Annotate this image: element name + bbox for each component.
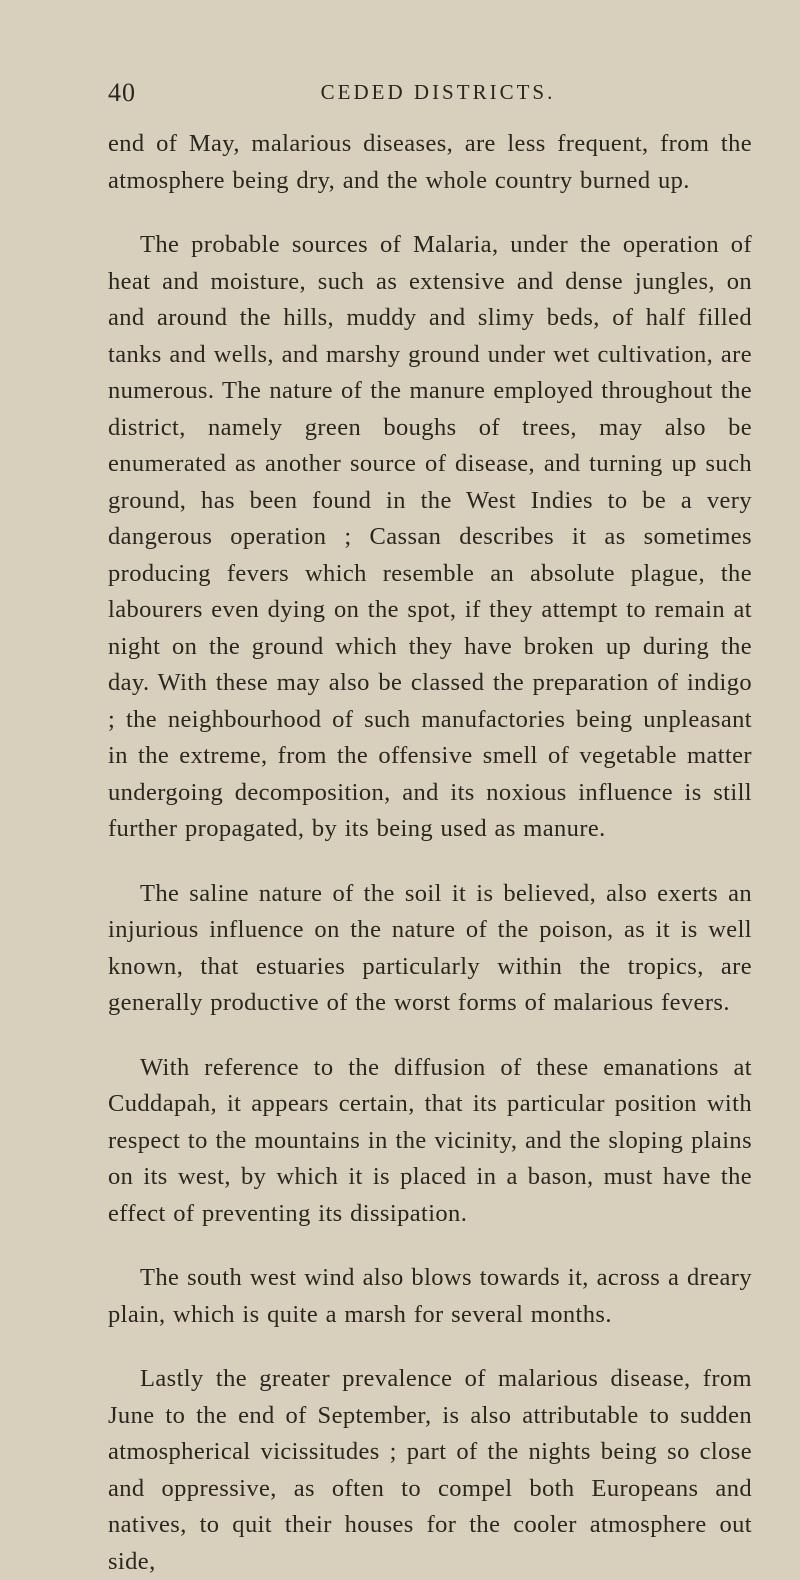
paragraph-south-west-wind: The south west wind also blows towards it, across a dreary plain, which is quite a marsh for several months. xyxy=(108,1264,752,1328)
paragraph-saline-soil: The saline nature of the soil it is believed, also exerts an injurious influence on the nature of the poison, as it is well known, that estuaries particularly within the tropics, are generally productive of the worst forms of malarious fevers. xyxy=(108,879,752,1016)
running-head xyxy=(108,78,752,108)
body-text xyxy=(108,126,752,1580)
paragraph-continuation: end of May, malarious diseases, are less frequent, from the atmosphere being dry, and the whole country burned up. xyxy=(108,130,752,194)
running-title: CEDED DISTRICTS. xyxy=(320,80,556,104)
paragraph-prevalence: Lastly the greater prevalence of malarious disease, from June to the end of September, is also attributable to sudden atmospherical vicissitudes ; part of the nights being so close and oppressive, as often to compel both Europeans and natives, to quit their houses for the cooler atmosphere out side, xyxy=(108,1365,752,1575)
paragraph-malaria-sources: The probable sources of Malaria, under the operation of heat and moisture, such as extensive and dense jungles, on and around the hills, muddy and slimy beds, of half filled tanks and wells, and marshy ground under wet cultivation, are numerous. The nature of the manure employed throughout the district, namely green boughs of trees, may also be enumerated as another source of disease, and turning up such ground, has been found in the West Indies to be a very dangerous operation ; Cassan describes it as sometimes producing fevers which resemble an absolute plague, the labourers even dying on the spot, if they attempt to remain at night on the ground which they have broken up during the day. With these may also be classed the preparation of indigo ; the neighbourhood of such manufactories being unpleasant in the extreme, from the offensive smell of vegetable matter undergoing decomposition, and its noxious influence is still further propagated, by its being used as manure. xyxy=(108,231,752,842)
paragraph-diffusion: With reference to the diffusion of these emanations at Cuddapah, it appears certain, that its particular position with respect to the mountains in the vicinity, and the sloping plains on its west, by which it is placed in a bason, must have the effect of preventing its dissipation. xyxy=(108,1053,752,1227)
page-number: 40 xyxy=(108,78,136,107)
